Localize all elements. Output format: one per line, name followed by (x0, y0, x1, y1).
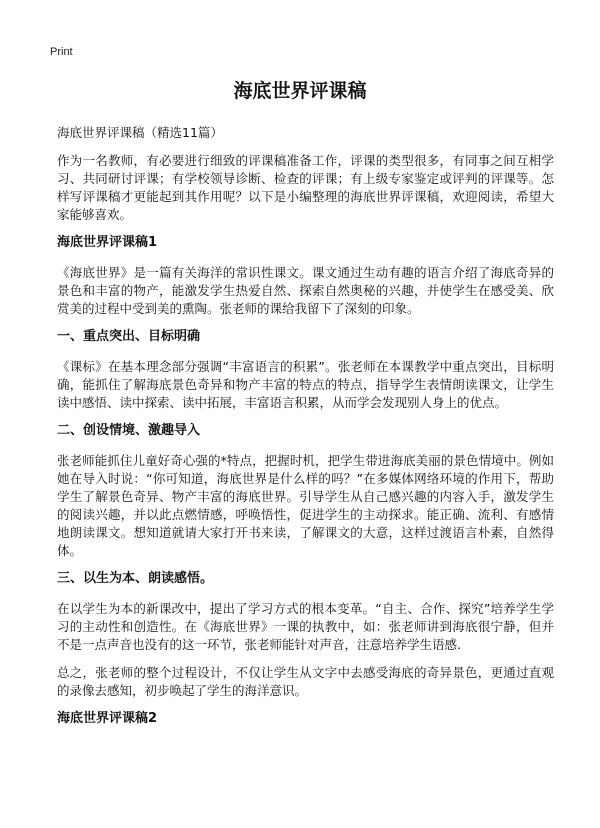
paragraph: 《海底世界》是一篇有关海洋的常识性课文。课文通过生动有趣的语言介绍了海底奇异的景色和丰富的物产，能激发学生热爱自然、探索自然奥秘的兴趣，并使学生在感受美、欣赏美的过程中受到美的熏陶。张老师的课给我留下了深刻的印象。 (57, 265, 554, 316)
paragraph: 总之，张老师的整个过程设计，不仅让学生从文字中去感受海底的奇异景色，更通过直观的录像去感知，初步唤起了学生的海洋意识。 (57, 665, 554, 698)
paragraph: 《课标》在基本理念部分强调“丰富语言的积累”。张老师在本课教学中重点突出，目标明确，能抓住了解海底景色奇异和物产丰富的特点的特点，指导学生表情朗读课文，让学生读中感悟、读中探索、读中拓展，丰富语言积累，从而学会发现别人身上的优点。 (57, 359, 554, 410)
article-body (57, 124, 554, 740)
print-link[interactable]: Print (50, 46, 73, 58)
document-subtitle: 海底世界评课稿（精选11篇） (57, 125, 223, 140)
paragraph: 在以学生为本的新课改中，提出了学习方式的根本变革。“自主、合作、探究”培养学生学习的主动性和创造性。在《海底世界》一课的执教中，如：张老师讲到海底很宁静，但并不是一点声音也没有的这一环节，张老师能针对声音，注意培养学生语感. (57, 601, 554, 652)
section-heading: 三、以生为本、朗读感悟。 (57, 571, 214, 586)
section-heading: 二、创设情境、激趣导入 (57, 423, 201, 438)
section-heading: 海底世界评课稿2 (57, 711, 158, 726)
section-heading: 一、重点突出、目标明确 (57, 329, 201, 344)
section-heading: 海底世界评课稿1 (57, 235, 158, 250)
paragraph: 张老师能抓住儿童好奇心强的*特点，把握时机，把学生带进海底美丽的景色情境中。例如她在导入时说：“你可知道，海底世界是什么样的吗？”在多媒体网络环境的作用下，帮助学生了解景色奇异、物产丰富的海底世界。引导学生从自己感兴趣的内容入手，激发学生的阅读兴趣，并以此点燃情感，呼唤悟性，促进学生的主动探求。能正确、流利、有感情地朗读课文。想知道就请大家打开书来读，了解课文的大意，这样过渡语言朴素，自然得体。 (57, 453, 554, 558)
page-title: 海底世界评课稿 (233, 80, 367, 102)
article-blocks (57, 152, 554, 728)
paragraph: 作为一名教师，有必要进行细致的评课稿准备工作，评课的类型很多，有同事之间互相学习、共同研讨评课；有学校领导诊断、检查的评课；有上级专家鉴定或评判的评课等。怎样写评课稿才更能起到其作用呢？以下是小编整理的海底世界评课稿，欢迎阅读，希望大家能够喜欢。 (57, 153, 554, 222)
